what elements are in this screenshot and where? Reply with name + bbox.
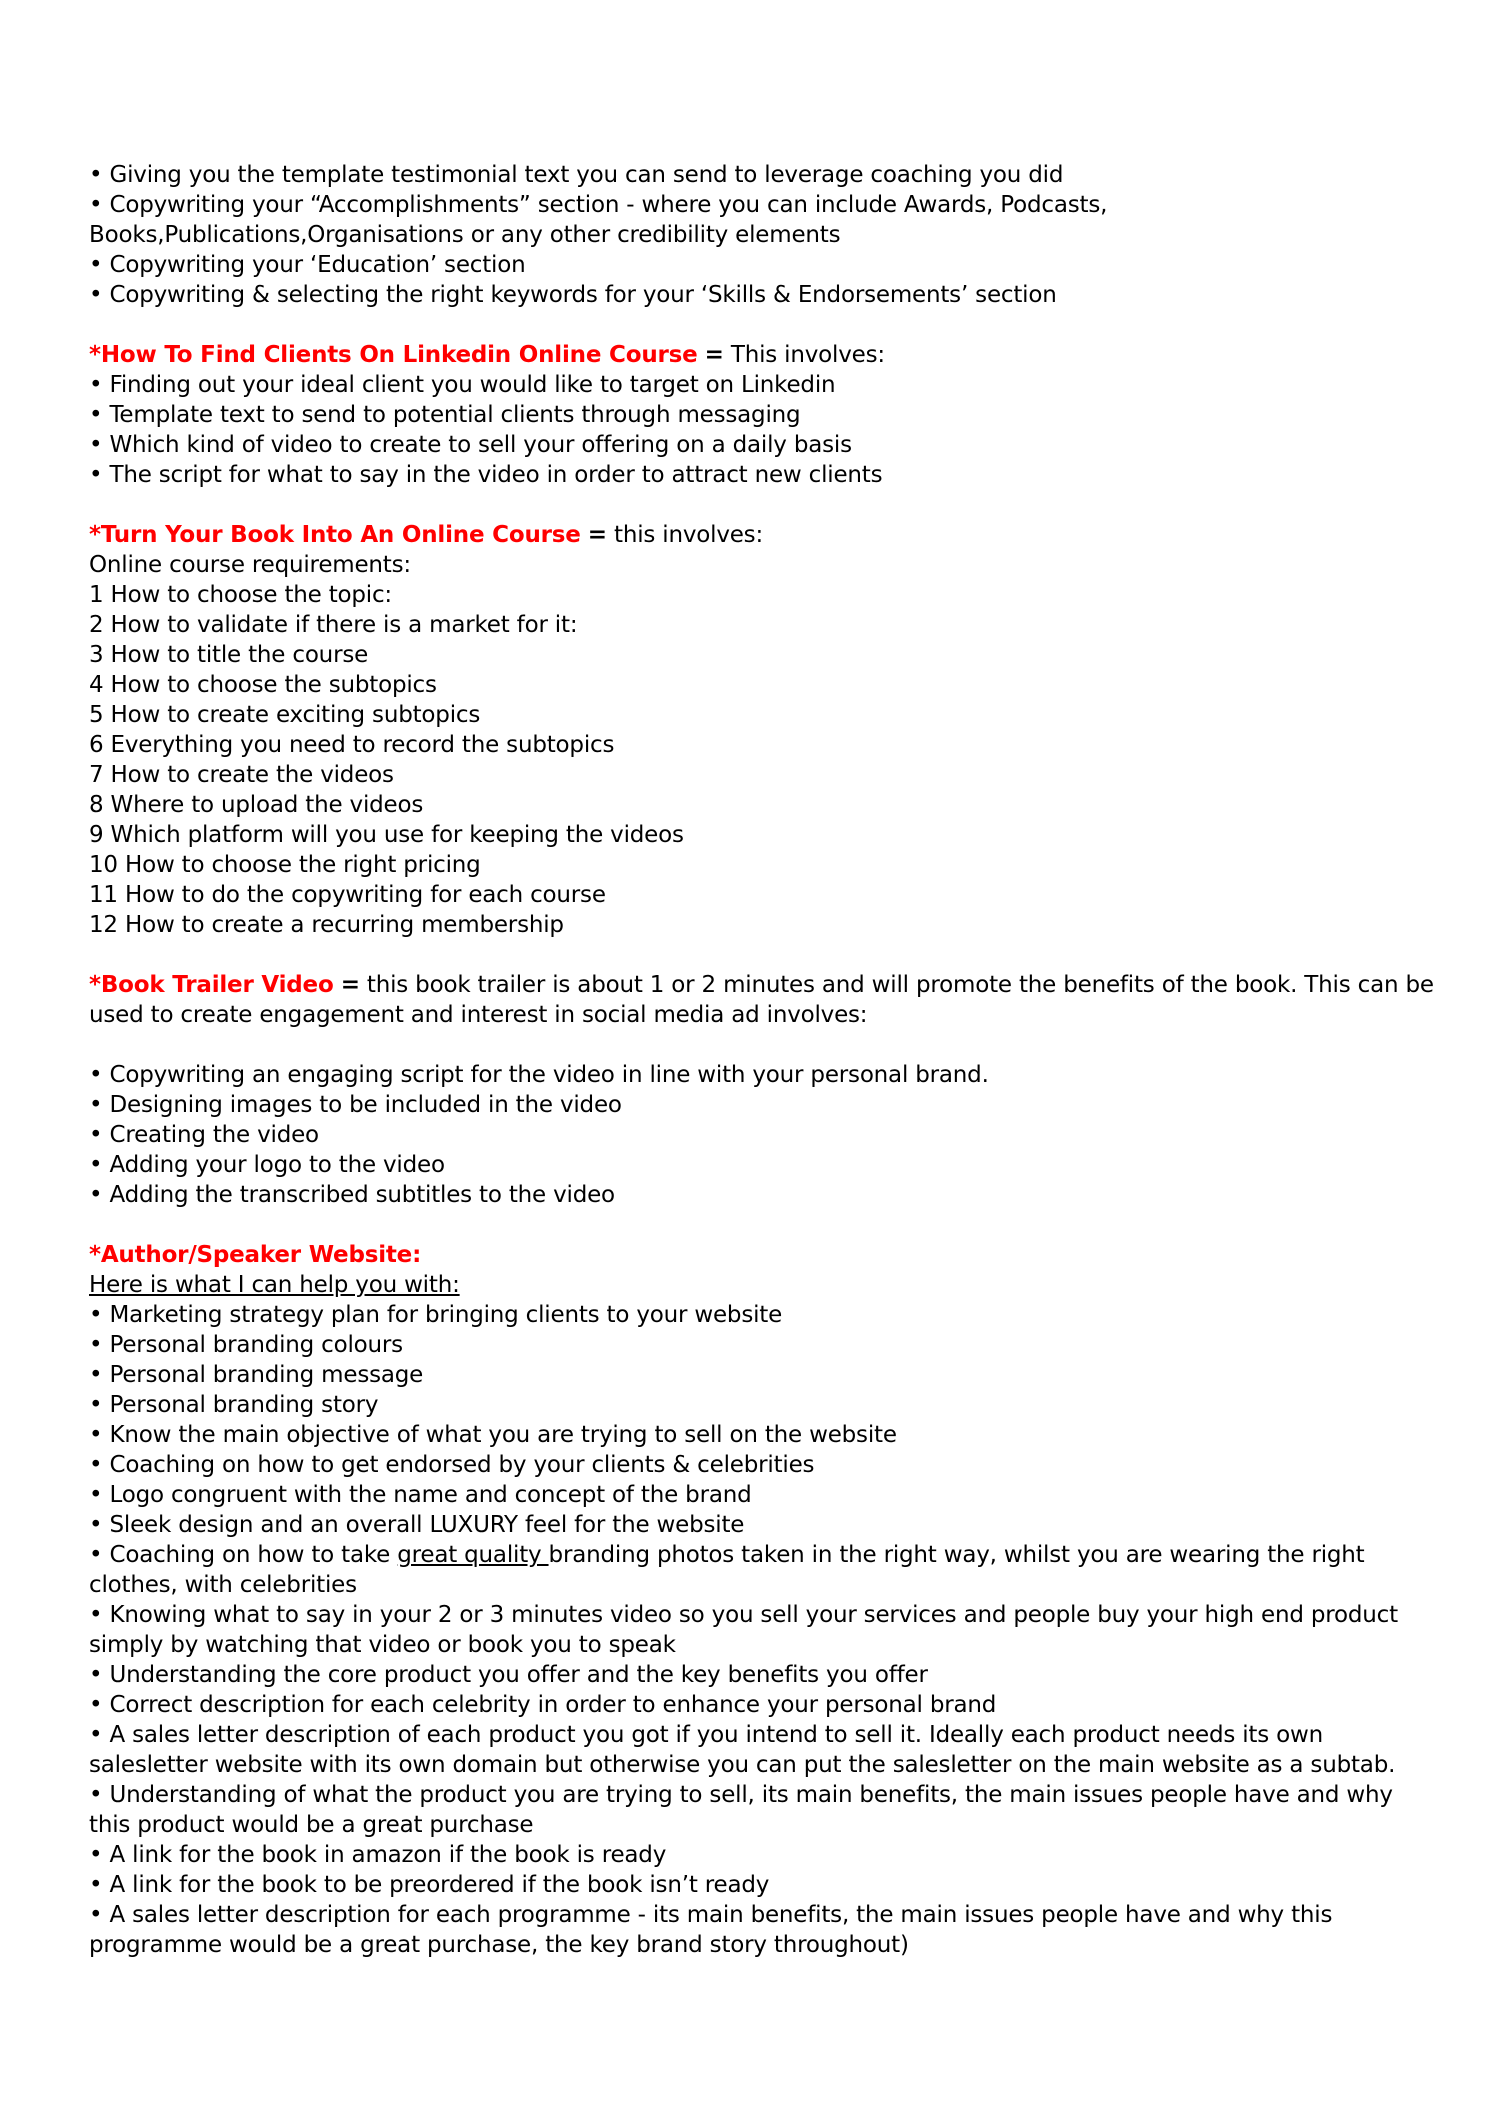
list-item: 2 How to validate if there is a market for it:	[89, 612, 578, 638]
list-item: • Knowing what to say in your 2 or 3 minutes video so you sell your services and people buy your high end product simply by watching that video or book you to speak	[89, 1600, 1440, 1660]
section-intro: this book trailer is about 1 or 2 minutes and will promote the benefits of the book. This can be used to create engagement and interest in social media ad involves:	[89, 972, 1434, 1028]
list-item: • Copywriting & selecting the right keywords for your ‘Skills & Endorsements’ section	[89, 280, 1440, 310]
list-item: • Adding the transcribed subtitles to the video	[89, 1180, 1440, 1210]
list-item: 10 How to choose the right pricing	[89, 852, 481, 878]
list-item: 11 How to do the copywriting for each course	[89, 882, 606, 908]
list-item: 1 How to choose the topic:	[89, 582, 392, 608]
section-heading-line	[89, 970, 1440, 1030]
book-trailer-section	[89, 970, 1440, 1210]
list-item-text: Coaching on how to take	[109, 1542, 398, 1568]
list-item: 7 How to create the videos	[89, 762, 394, 788]
list-item: • A link for the book to be preordered if the book isn’t ready	[89, 1870, 1440, 1900]
section-intro: This involves:	[730, 342, 885, 368]
equals-sign: =	[587, 522, 607, 548]
list-item: • Marketing strategy plan for bringing clients to your website	[89, 1300, 1440, 1330]
section-heading: *Turn Your Book Into An Online Course	[89, 522, 581, 548]
list-item: • Understanding of what the product you are trying to sell, its main benefits, the main issues people have and why this product would be a great purchase	[89, 1780, 1440, 1840]
list-item: • The script for what to say in the video in order to attract new clients	[89, 460, 1440, 490]
equals-sign: =	[704, 342, 724, 368]
list-item: • Copywriting an engaging script for the video in line with your personal brand.	[89, 1060, 1440, 1090]
list-item: • Know the main objective of what you are trying to sell on the website	[89, 1420, 1440, 1450]
list-item-text: branding photos taken in the right way, whilst you are wearing the right clothes, with celebrities	[89, 1542, 1365, 1598]
linkedin-section	[89, 340, 1440, 490]
section-heading: *Book Trailer Video	[89, 972, 334, 998]
website-section	[89, 1240, 1440, 1960]
list-item: • Designing images to be included in the video	[89, 1090, 1440, 1120]
list-item: 8 Where to upload the videos	[89, 792, 424, 818]
spacer	[89, 490, 1440, 520]
list-item: • A sales letter description for each programme - its main benefits, the main issues people have and why this programme would be a great purchase, the key brand story throughout)	[89, 1900, 1440, 1960]
list-item: • Personal branding story	[89, 1390, 1440, 1420]
list-item: • Personal branding message	[89, 1360, 1440, 1390]
list-item: • Logo congruent with the name and concept of the brand	[89, 1480, 1440, 1510]
list-item: • Personal branding colours	[89, 1330, 1440, 1360]
spacer	[89, 1030, 1440, 1060]
list-item: • Copywriting your “Accomplishments” section - where you can include Awards, Podcasts, Books,Publications,Organisations or any other credibility elements	[89, 190, 1440, 250]
list-item: 12 How to create a recurring membership	[89, 912, 564, 938]
help-label: Here is what I can help you with:	[89, 1272, 460, 1298]
list-item-photo-coaching	[89, 1540, 1440, 1600]
list-item: 6 Everything you need to record the subtopics	[89, 732, 615, 758]
list-item: • Giving you the template testimonial text you can send to leverage coaching you did	[89, 160, 1440, 190]
list-item: 5 How to create exciting subtopics	[89, 702, 481, 728]
section-heading: *Author/Speaker Website:	[89, 1242, 422, 1268]
list-item: • Sleek design and an overall LUXURY feel for the website	[89, 1510, 1440, 1540]
list-item: • Which kind of video to create to sell your offering on a daily basis	[89, 430, 1440, 460]
intro-bullet-list	[89, 160, 1440, 310]
list-item: 3 How to title the course	[89, 642, 369, 668]
equals-sign: =	[340, 972, 360, 998]
list-item: • Coaching on how to get endorsed by your clients & celebrities	[89, 1450, 1440, 1480]
list-item: • Copywriting your ‘Education’ section	[89, 250, 1440, 280]
list-item: 4 How to choose the subtopics	[89, 672, 437, 698]
list-item: • Finding out your ideal client you would like to target on Linkedin	[89, 370, 1440, 400]
section-heading-line	[89, 340, 1440, 370]
spacer	[89, 940, 1440, 970]
underlined-text: great quality	[397, 1542, 549, 1568]
spacer	[89, 1210, 1440, 1240]
online-course-section	[89, 520, 1440, 940]
list-item: • Adding your logo to the video	[89, 1150, 1440, 1180]
list-item: 9 Which platform will you use for keeping the videos	[89, 822, 684, 848]
list-item: • A sales letter description of each product you got if you intend to sell it. Ideally each product needs its own salesletter website with its own domain but otherwise you can put the salesletter on the main website as a subtab.	[89, 1720, 1440, 1780]
list-item: • Correct description for each celebrity in order to enhance your personal brand	[89, 1690, 1440, 1720]
list-item: • Creating the video	[89, 1120, 1440, 1150]
section-intro: this involves:	[614, 522, 764, 548]
requirements-label: Online course requirements:	[89, 552, 411, 578]
list-item: • Understanding the core product you offer and the key benefits you offer	[89, 1660, 1440, 1690]
spacer	[89, 310, 1440, 340]
list-item: • Template text to send to potential clients through messaging	[89, 400, 1440, 430]
list-item: • A link for the book in amazon if the book is ready	[89, 1840, 1440, 1870]
section-heading: *How To Find Clients On Linkedin Online Course	[89, 342, 698, 368]
section-heading-line	[89, 520, 1440, 550]
